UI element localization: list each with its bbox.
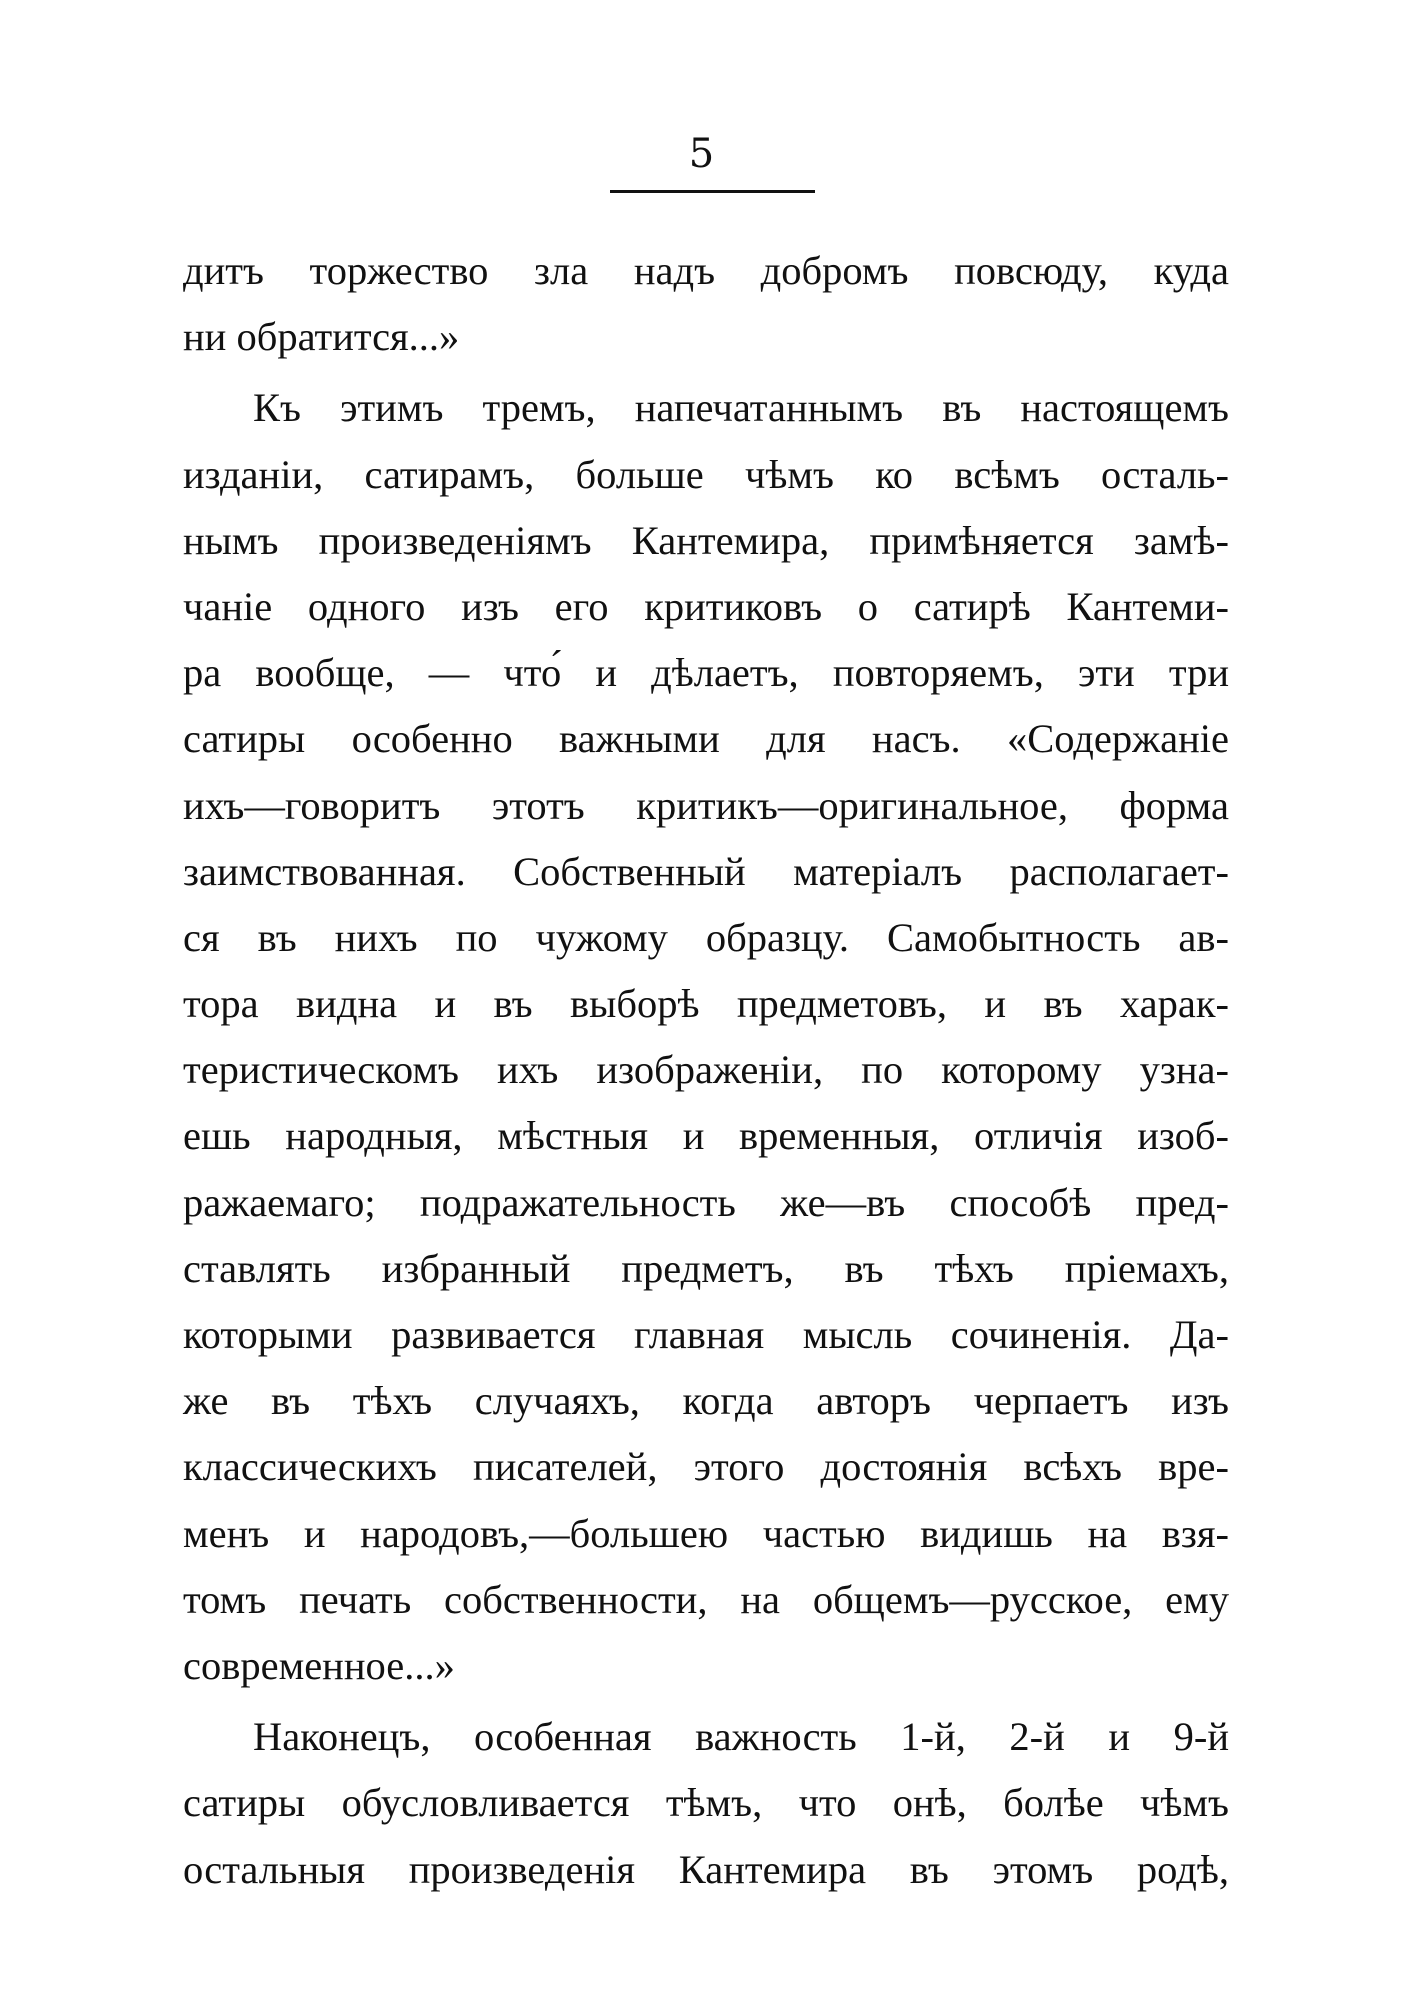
text-line: же въ тѣхъ случаяхъ, когда авторъ черпаетъ изъ [183,1378,1229,1424]
text-line: ихъ—говоритъ этотъ критикъ—оригинальное, форма [183,782,1229,828]
text-line: которыми развивается главная мысль сочиненія. Да- [183,1312,1229,1357]
text-line: сатиры обусловливается тѣмъ, что онѣ, болѣе чѣмъ [183,1780,1229,1826]
page-number: 5 [688,131,716,177]
paragraph [183,375,1229,1699]
text-line: Къ этимъ тремъ, напечатаннымъ въ настоящемъ [253,385,1229,431]
text-line: тора видна и въ выборѣ предметовъ, и въ харак- [183,981,1229,1027]
text-line: ни обратится...» [183,314,460,360]
text-line: заимствованная. Собственный матеріалъ располагает- [183,848,1229,894]
text-line: чаніе одного изъ его критиковъ о сатирѣ Кантеми- [183,583,1229,629]
text-line: Наконецъ, особенная важность 1-й, 2-й и 9-й [253,1714,1229,1760]
text-line: ра вообще, — что́ и дѣлаетъ, повторяемъ, эти три [183,650,1229,696]
text-line: дитъ торжество зла надъ добромъ повсюду, куда [183,248,1229,293]
text-line: ражаемаго; подражательность же—въ способѣ пред- [183,1179,1229,1225]
text-line: ся въ нихъ по чужому образцу. Самобытность ав- [183,914,1229,960]
text-line: ставлять избранный предметъ, въ тѣхъ пріемахъ, [183,1245,1229,1291]
text-line: теристическомъ ихъ изображеніи, по которому узна- [183,1047,1229,1093]
text-line: классическихъ писателей, этого достоянія всѣхъ вре- [183,1444,1229,1490]
paragraph [183,1704,1229,1903]
text-line: ешь народныя, мѣстныя и временныя, отличія изоб- [183,1113,1229,1159]
text-line: томъ печать собственности, на общемъ—русское, ему [183,1576,1229,1622]
paragraph [183,238,1229,370]
header-rule [610,190,815,193]
text-line: остальныя произведенія Кантемира въ этомъ родѣ, [183,1846,1229,1892]
text-body [183,238,1229,1903]
text-line: нымъ произведеніямъ Кантемира, примѣняется замѣ- [183,517,1229,563]
text-line: сатиры особенно важными для насъ. «Содержаніе [183,716,1229,762]
text-line: изданіи, сатирамъ, больше чѣмъ ко всѣмъ осталь- [183,451,1229,497]
text-line: менъ и народовъ,—большею частью видишь на взя- [183,1510,1229,1556]
text-line: современное...» [183,1642,455,1688]
